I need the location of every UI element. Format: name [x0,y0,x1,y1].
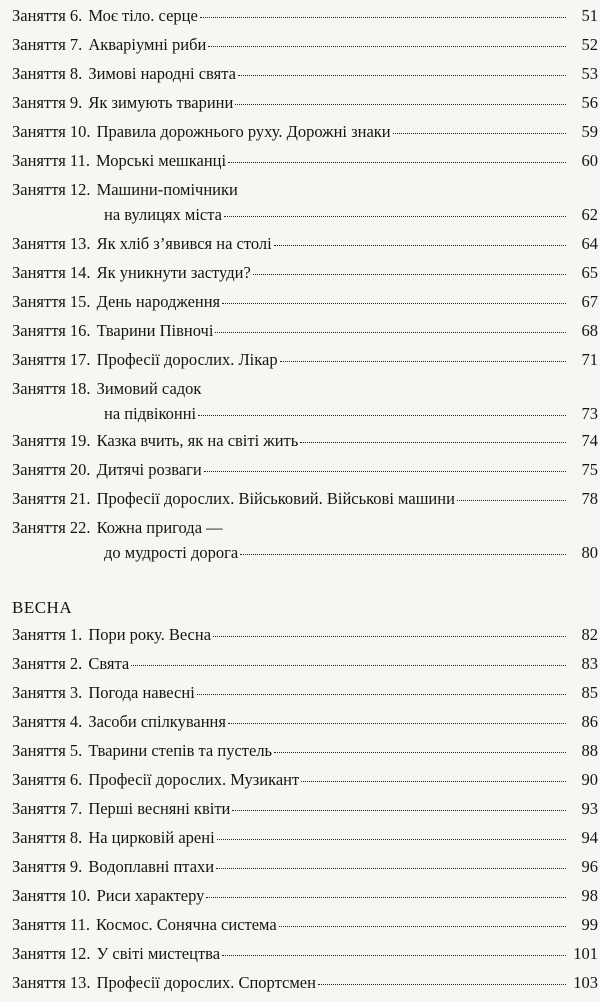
toc-entry[interactable] [12,294,598,311]
lesson-title: Засоби спілкування [88,712,226,731]
page-number: 78 [581,489,598,508]
page-number: 96 [581,857,598,876]
dot-leader [131,665,566,666]
page-number: 71 [581,350,598,369]
dot-leader [235,104,566,105]
page-number: 90 [581,770,598,789]
dot-leader [228,723,566,724]
lesson-title: Космос. Сонячна система [95,915,277,934]
dot-leader [215,332,566,333]
lesson-label: Заняття 8. [12,828,83,847]
lesson-label: Заняття 1. [12,625,83,644]
toc-entry[interactable] [12,830,598,847]
page-number: 94 [581,828,598,847]
toc-entry[interactable] [12,95,598,112]
toc-entry[interactable] [12,491,598,508]
dot-leader [301,781,566,782]
dot-leader [224,216,566,217]
lesson-title: Машини-помічники [96,180,238,199]
lesson-label: Заняття 7. [12,35,83,54]
lesson-title: Погода навесні [88,683,195,702]
lesson-title: Казка вчить, як на світі жить [96,431,299,450]
lesson-label: Заняття 6. [12,770,83,789]
dot-leader [238,75,566,76]
page-number: 86 [581,712,598,731]
toc-entry[interactable] [12,743,598,760]
toc-entry[interactable] [12,917,598,934]
lesson-title-continued: на підвіконні [104,403,197,423]
page-number: 51 [581,6,598,25]
lesson-label: Заняття 14. [12,263,91,282]
toc-entry[interactable] [12,801,598,818]
lesson-label: Заняття 10. [12,122,91,141]
lesson-title: На цирковій арені [88,828,215,847]
lesson-title: Перші весняні квіти [88,799,231,818]
dot-leader [457,500,566,501]
lesson-title: Тварини степів та пустель [88,741,273,760]
toc-entry[interactable] [12,236,598,253]
lesson-label: Заняття 18. [12,379,91,398]
page-number: 101 [573,944,598,963]
page-number: 53 [581,64,598,83]
lesson-label: Заняття 19. [12,431,91,450]
dot-leader [274,245,566,246]
lesson-label: Заняття 11. [12,915,90,934]
dot-leader [222,303,566,304]
lesson-label: Заняття 7. [12,799,83,818]
lesson-label: Заняття 13. [12,234,91,253]
lesson-title: Правила дорожнього руху. Дорожні знаки [96,122,391,141]
dot-leader [393,133,566,134]
lesson-label: Заняття 12. [12,944,91,963]
dot-leader [253,274,566,275]
lesson-label: Заняття 20. [12,460,91,479]
lesson-label: Заняття 9. [12,93,83,112]
toc-entry[interactable] [12,37,598,54]
lesson-label: Заняття 12. [12,180,91,199]
dot-leader [318,984,566,985]
lesson-title: Акваріумні риби [88,35,207,54]
page-number: 52 [581,35,598,54]
toc-entry[interactable] [12,772,598,789]
page-number: 103 [573,973,598,992]
dot-leader [222,955,566,956]
dot-leader [208,46,566,47]
toc-entry[interactable] [12,859,598,876]
toc-entry[interactable] [12,656,598,673]
page-number: 82 [581,625,598,644]
lesson-title: Морські мешканці [95,151,227,170]
toc-entry[interactable] [12,627,598,644]
lesson-title: У світі мистецтва [96,944,221,963]
dot-leader [216,868,566,869]
dot-leader [200,17,566,18]
toc-entry[interactable] [12,381,598,422]
page-number: 99 [581,915,598,934]
page-number: 83 [581,654,598,673]
dot-leader [197,694,566,695]
lesson-label: Заняття 13. [12,973,91,992]
lesson-label: Заняття 10. [12,886,91,905]
lesson-label: Заняття 22. [12,518,91,537]
lesson-title-continued: до мудрості дорога [104,542,239,562]
dot-leader [198,415,566,416]
lesson-label: Заняття 6. [12,6,83,25]
lesson-title: Професії дорослих. Спортсмен [96,973,316,992]
lesson-title: Зимовий садок [96,379,202,398]
lesson-title: Зимові народні свята [88,64,236,83]
lesson-label: Заняття 11. [12,151,90,170]
lesson-title: Моє тіло. серце [88,6,198,25]
toc-entry[interactable] [12,124,598,141]
page-number: 93 [581,799,598,818]
toc-entry[interactable] [12,520,598,561]
toc-entry[interactable] [12,714,598,731]
dot-leader [217,839,566,840]
toc-entry[interactable] [12,888,598,905]
toc-entry[interactable] [12,323,598,340]
lesson-title: Кожна пригода — [96,518,223,537]
lesson-title: Як зимують тварини [88,93,234,112]
lesson-title-continued: на вулицях міста [104,204,222,224]
toc-entry[interactable] [12,265,598,282]
page-number: 62 [581,204,598,224]
page-number: 74 [581,431,598,450]
lesson-title: Свята [88,654,130,673]
page-number: 59 [581,122,598,141]
lesson-label: Заняття 8. [12,64,83,83]
toc-entry[interactable] [12,685,598,702]
page-number: 75 [581,460,598,479]
dot-leader [213,636,566,637]
lesson-title: Як уникнути застуди? [96,263,251,282]
dot-leader [279,926,566,927]
dot-leader [204,471,566,472]
dot-leader [300,442,566,443]
toc-entry[interactable] [12,433,598,450]
toc-entry[interactable] [12,946,598,963]
dot-leader [206,897,566,898]
lesson-title: Дитячі розваги [96,460,202,479]
page-number: 68 [581,321,598,340]
page-number: 67 [581,292,598,311]
lesson-label: Заняття 4. [12,712,83,731]
lesson-title: Професії дорослих. Музикант [88,770,300,789]
lesson-title: Професії дорослих. Військовий. Військові машини [96,489,455,508]
lesson-label: Заняття 17. [12,350,91,369]
dot-leader [240,554,566,555]
lesson-title: Тварини Півночі [96,321,214,340]
section-heading-spring: ВЕСНА [12,598,73,617]
page-number: 85 [581,683,598,702]
page-number: 80 [581,542,598,562]
lesson-title: Як хліб з’явився на столі [96,234,272,253]
toc-entry[interactable] [12,462,598,479]
lesson-title: Професії дорослих. Лікар [96,350,278,369]
lesson-title: Пори року. Весна [88,625,212,644]
lesson-label: Заняття 15. [12,292,91,311]
dot-leader [274,752,566,753]
lesson-label: Заняття 5. [12,741,83,760]
toc-entry[interactable] [12,153,598,170]
page-number: 64 [581,234,598,253]
page-number: 98 [581,886,598,905]
lesson-label: Заняття 21. [12,489,91,508]
toc-entry[interactable] [12,975,598,992]
toc-entry[interactable] [12,182,598,223]
toc-entry[interactable] [12,352,598,369]
page-number: 60 [581,151,598,170]
page-number: 65 [581,263,598,282]
lesson-title: Риси характеру [96,886,205,905]
lesson-label: Заняття 9. [12,857,83,876]
dot-leader [228,162,566,163]
page-number: 56 [581,93,598,112]
lesson-label: Заняття 16. [12,321,91,340]
toc-entry[interactable] [12,66,598,83]
lesson-label: Заняття 2. [12,654,83,673]
page-number: 73 [581,403,598,423]
lesson-title: День народження [96,292,221,311]
dot-leader [280,361,566,362]
lesson-label: Заняття 3. [12,683,83,702]
dot-leader [232,810,566,811]
toc-entry[interactable] [12,8,598,25]
lesson-title: Водоплавні птахи [88,857,215,876]
page-number: 88 [581,741,598,760]
